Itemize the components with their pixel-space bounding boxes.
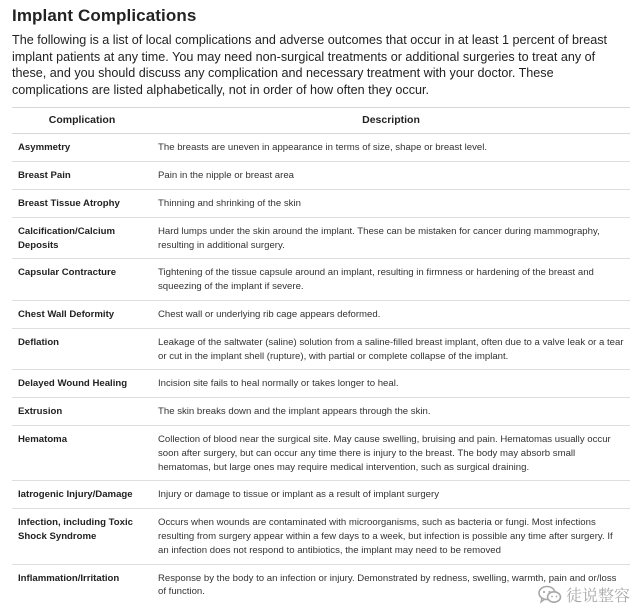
table-row <box>12 217 630 259</box>
table-row <box>12 134 630 162</box>
watermark <box>538 583 630 606</box>
table-row <box>12 481 630 509</box>
table-row <box>12 300 630 328</box>
complication-description: The breasts are uneven in appearance in terms of size, shape or breast level. <box>152 134 630 162</box>
page-title: Implant Complications <box>12 6 197 25</box>
complication-name: Hematoma <box>12 425 152 480</box>
complication-name: Inflammation/Irritation <box>12 564 152 605</box>
complication-description: Incision site fails to heal normally or takes longer to heal. <box>152 370 630 398</box>
complication-description: Occurs when wounds are contaminated with microorganisms, such as bacteria or fungi. Most infections resulting from surgery appear within a few days to a week, but infection is possible any time after surgery. If an infection does not respond to antibiotics, the implant may need to be removed <box>152 509 630 564</box>
complication-name: Calcification/Calcium Deposits <box>12 217 152 259</box>
complication-name: Delayed Wound Healing <box>12 370 152 398</box>
complication-description: Leakage of the saltwater (saline) solution from a saline-filled breast implant, often due to a valve leak or a tear or cut in the implant shell (rupture), with partial or complete collapse of the implant. <box>152 328 630 370</box>
complication-description: Pain in the nipple or breast area <box>152 162 630 190</box>
complication-description: Chest wall or underlying rib cage appears deformed. <box>152 300 630 328</box>
complication-name: Extrusion <box>12 398 152 426</box>
table-row <box>12 189 630 217</box>
complication-description: Hard lumps under the skin around the implant. These can be mistaken for cancer during mammography, resulting in additional surgery. <box>152 217 630 259</box>
complication-description: Injury or damage to tissue or implant as a result of implant surgery <box>152 481 630 509</box>
watermark-text: 徒说整容 <box>565 588 630 605</box>
header-complication: Complication <box>12 108 152 134</box>
table-row <box>12 398 630 426</box>
complication-name: Capsular Contracture <box>12 259 152 301</box>
complications-table <box>12 107 630 605</box>
header-description: Description <box>152 108 630 134</box>
table-row <box>12 370 630 398</box>
complication-name: Asymmetry <box>12 134 152 162</box>
table-header-row <box>12 108 630 134</box>
complication-name: Deflation <box>12 328 152 370</box>
wechat-logo-icon <box>538 585 562 605</box>
complication-name: Breast Pain <box>12 162 152 190</box>
complication-description: Response by the body to an infection or injury. Demonstrated by redness, swelling, warmth, pain and or/loss of function. <box>152 564 630 605</box>
table-row <box>12 425 630 480</box>
table-row <box>12 328 630 370</box>
table-row <box>12 509 630 564</box>
complication-name: Chest Wall Deformity <box>12 300 152 328</box>
complication-name: Iatrogenic Injury/Damage <box>12 481 152 509</box>
complication-description: Collection of blood near the surgical site. May cause swelling, bruising and pain. Hematomas usually occur soon after surgery, but can occur any time there is injury to the breast. The body may absorb small hematomas, but large ones may require medical intervention, such as surgical draining. <box>152 425 630 480</box>
complication-name: Infection, including Toxic Shock Syndrome <box>12 509 152 564</box>
table-row <box>12 162 630 190</box>
table-row <box>12 259 630 301</box>
complication-description: The skin breaks down and the implant appears through the skin. <box>152 398 630 426</box>
intro-paragraph: The following is a list of local complications and adverse outcomes that occur in at least 1 percent of breast implant patients at any time. You may need non-surgical treatments or additional surgeries to treat any of these, and you should discuss any complication and necessary treatment with your doctor. These complications are listed alphabetically, not in order of how often they occur. <box>12 33 608 97</box>
complication-name: Breast Tissue Atrophy <box>12 189 152 217</box>
complication-description: Tightening of the tissue capsule around an implant, resulting in firmness or hardening of the breast and squeezing of the implant if severe. <box>152 259 630 301</box>
complication-description: Thinning and shrinking of the skin <box>152 189 630 217</box>
